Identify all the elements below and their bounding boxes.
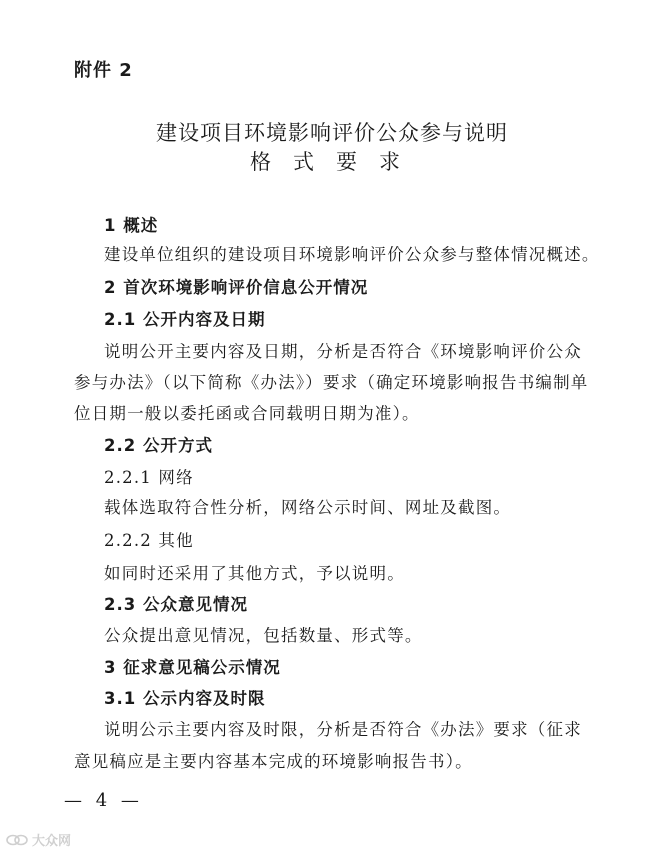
heading-2: 2 首次环境影响评价信息公开情况 xyxy=(104,278,369,297)
page-number: — 4 — xyxy=(64,790,143,811)
heading-3-1: 3.1 公示内容及时限 xyxy=(104,689,266,708)
heading-2-1: 2.1 公开内容及日期 xyxy=(104,310,266,329)
heading-3: 3 征求意见稿公示情况 xyxy=(104,658,281,677)
heading-1: 1 概述 xyxy=(104,216,159,235)
paragraph-line: 说明公开主要内容及日期，分析是否符合《环境影响评价公众 xyxy=(104,342,582,361)
heading-2-2-2: 2.2.2 其他 xyxy=(104,531,194,550)
document-title: 建设项目环境影响评价公众参与说明 xyxy=(156,121,508,145)
watermark xyxy=(6,830,71,849)
paragraph-line: 载体选取符合性分析，网络公示时间、网址及截图。 xyxy=(104,498,512,517)
paragraph-line: 位日期一般以委托函或合同载明日期为准）。 xyxy=(74,404,420,423)
paragraph-line: 意见稿应是主要内容基本完成的环境影响报告书）。 xyxy=(74,752,473,771)
heading-2-3: 2.3 公众意见情况 xyxy=(104,595,248,614)
paragraph-line: 公众提出意见情况，包括数量、形式等。 xyxy=(104,626,423,645)
heading-2-2: 2.2 公开方式 xyxy=(104,436,213,455)
paragraph-line: 参与办法》（以下简称《办法》）要求（确定环境影响报告书编制单 xyxy=(74,373,589,392)
paragraph-line: 说明公示主要内容及时限，分析是否符合《办法》要求（征求 xyxy=(104,720,582,739)
document-subtitle: 格式要求 xyxy=(250,150,422,174)
paragraph-line: 建设单位组织的建设项目环境影响评价公众参与整体情况概述。 xyxy=(104,245,600,264)
heading-2-2-1: 2.2.1 网络 xyxy=(104,468,194,487)
paragraph-line: 如同时还采用了其他方式，予以说明。 xyxy=(104,564,405,583)
watermark-logo-icon xyxy=(6,834,28,846)
watermark-text: 大众网 xyxy=(32,834,72,849)
attachment-label: 附件 2 xyxy=(74,60,133,81)
